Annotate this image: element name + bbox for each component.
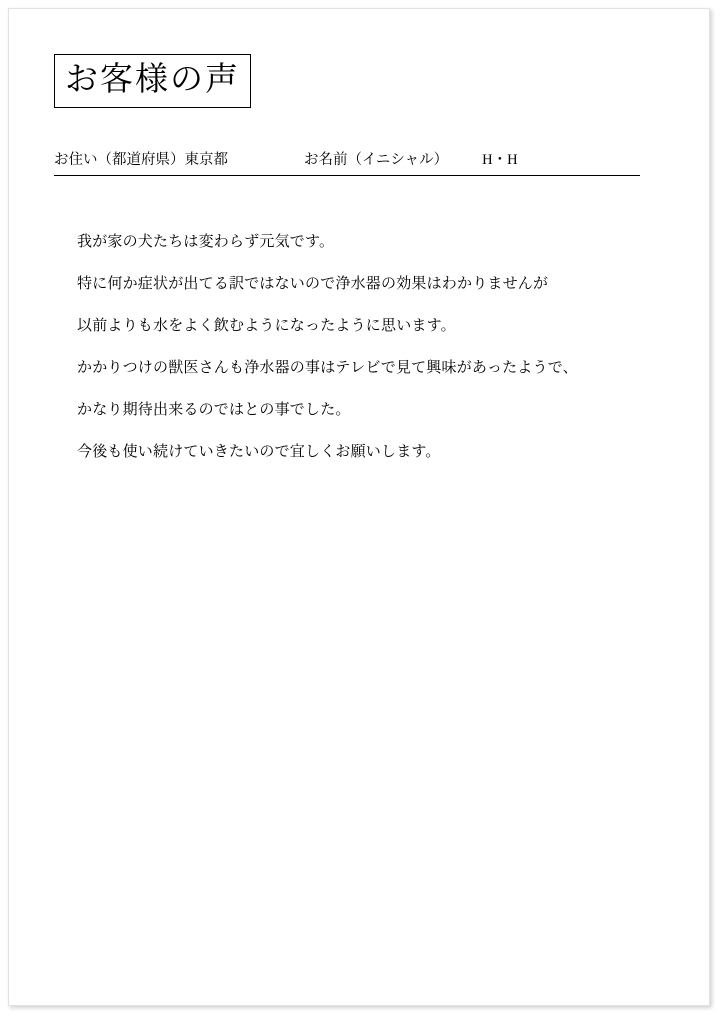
meta-row bbox=[54, 149, 640, 176]
testimonial-body bbox=[77, 231, 657, 463]
residence-label: お住い（都道府県） bbox=[54, 152, 185, 168]
body-line: 以前よりも水をよく飲むようになったように思います。 bbox=[77, 318, 456, 334]
body-line: 特に何か症状が出てる訳ではないので浄水器の効果はわかりませんが bbox=[77, 276, 549, 292]
body-line: 我が家の犬たちは変わらず元気です。 bbox=[77, 234, 335, 250]
document-page bbox=[8, 8, 710, 1006]
document-content bbox=[9, 9, 709, 1005]
body-line: 今後も使い続けていきたいので宜しくお願いします。 bbox=[77, 444, 441, 460]
residence-value: 東京都 bbox=[184, 152, 228, 168]
name-value: H・H bbox=[482, 152, 518, 168]
name-label: お名前（イニシャル） bbox=[304, 152, 449, 168]
body-line: かなり期待出来るのではとの事でした。 bbox=[77, 402, 351, 418]
document-title-box bbox=[54, 54, 251, 108]
body-line: かかりつけの獣医さんも浄水器の事はテレビで見て興味があったようで、 bbox=[77, 360, 578, 376]
page-title: お客様の声 bbox=[65, 59, 240, 98]
